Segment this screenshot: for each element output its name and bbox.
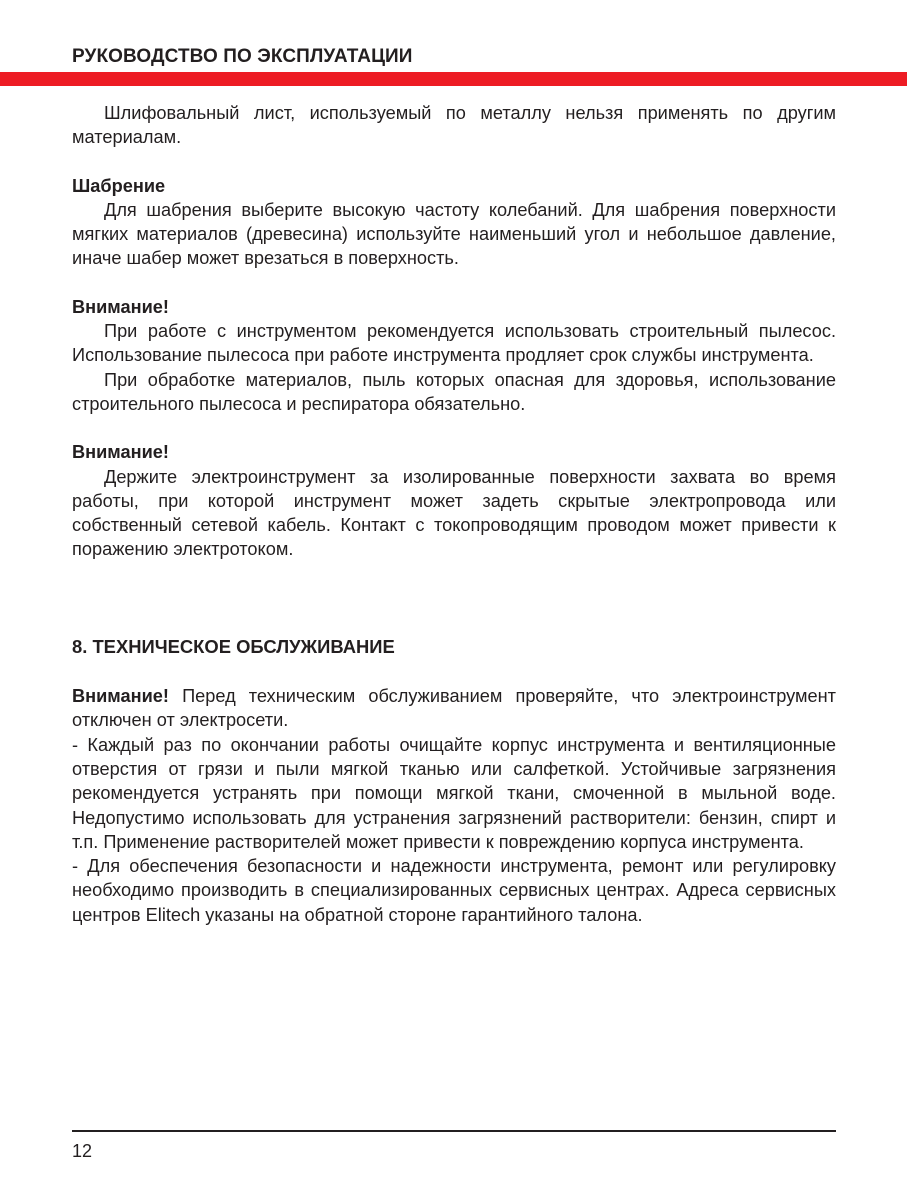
spacer: [72, 150, 836, 174]
intro-paragraph: Шлифовальный лист, используемый по металлу нельзя применять по другим материалам.: [72, 103, 836, 148]
page-content: [72, 101, 836, 927]
maintenance-warning-paragraph: [72, 684, 836, 733]
maintenance-warning-text: Перед техническим обслуживанием проверяйте, что электроинструмент отключен от электросети.: [72, 686, 836, 731]
cleaning-item: - Каждый раз по окончании работы очищайте корпус инструмента и вентиляционные отверстия от грязи и пыли мягкой тканью или салфеткой. Устойчивые загрязнения рекомендуется устранять при помощи мягкой ткани, смоченной в мыльной воде. Недопустимо использовать для устранения загрязнений растворители: бензин, спирт и т.п. Применение растворителей может привести к повреждению корпуса инструмента.: [72, 734, 836, 852]
insulated-grip-paragraph: Держите электроинструмент за изолированные поверхности захвата во время работы, при которой инструмент может задеть скрытые электропровода или собственный сетевой кабель. Контакт с токопроводящим проводом может привести к поражению электротоком.: [72, 466, 836, 560]
scraping-heading: Шабрение: [72, 175, 166, 196]
vacuum-paragraph: При работе с инструментом рекомендуется использовать строительный пылесос. Использование пылесоса при работе инструмента продляет срок службы инструмента.: [72, 321, 836, 366]
section-title: 8. ТЕХНИЧЕСКОЕ ОБСЛУЖИВАНИЕ: [72, 635, 395, 657]
warning-heading: Внимание!: [72, 442, 169, 463]
page-number: 12: [72, 1141, 93, 1161]
dust-paragraph: При обработке материалов, пыль которых опасная для здоровья, использование строительного пылесоса и респиратора обязательно.: [72, 369, 836, 414]
spacer: [72, 562, 836, 635]
scraping-paragraph: Для шабрения выберите высокую частоту колебаний. Для шабрения поверхности мягких материалов (древесина) используйте наименьший угол и небольшое давление, иначе шабер может врезаться в поверхность.: [72, 199, 836, 269]
spacer: [72, 271, 836, 295]
warning-heading: Внимание!: [72, 296, 169, 317]
spacer: [72, 659, 836, 684]
spacer: [72, 416, 836, 440]
footer-divider: [72, 1130, 836, 1132]
page-header-title: РУКОВОДСТВО ПО ЭКСПЛУАТАЦИИ: [72, 46, 413, 67]
header-accent-bar: [0, 72, 907, 86]
maintenance-warning-label: Внимание!: [72, 686, 169, 707]
service-item: - Для обеспечения безопасности и надежности инструмента, ремонт или регулировку необходимо производить в специализированных сервисных центрах. Адреса сервисных центров Elitech указаны на обратной стороне гарантийного талона.: [72, 856, 836, 925]
